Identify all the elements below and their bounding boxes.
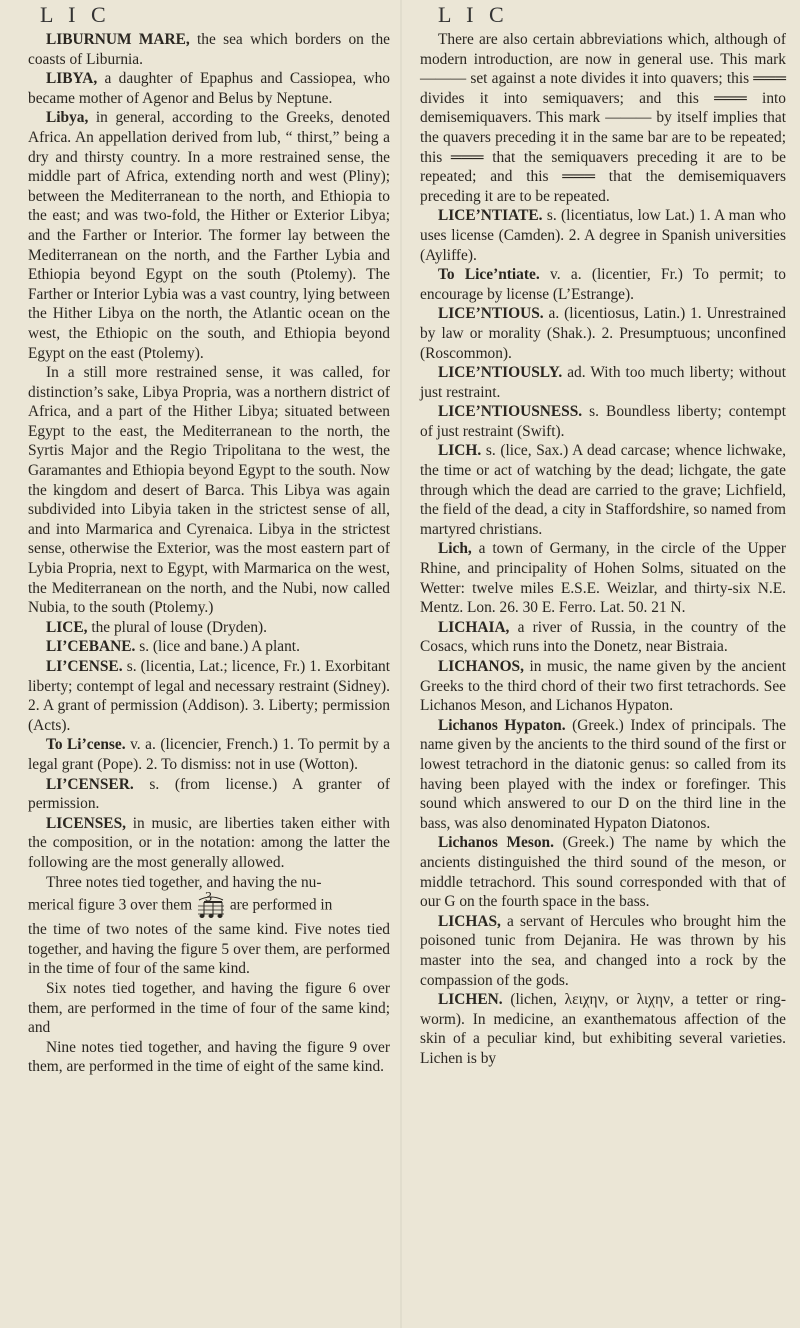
dictionary-entry	[420, 265, 786, 304]
dictionary-entry	[28, 657, 390, 735]
dictionary-entry	[28, 979, 390, 1038]
entry-headword: To Li’cense.	[46, 736, 126, 754]
entry-headword: LICE’NTIATE.	[438, 207, 543, 225]
running-head-right: L I C	[438, 2, 509, 27]
entry-headword: Lichanos Meson.	[438, 834, 554, 852]
triplet-number: 3	[204, 890, 212, 906]
entry-text: Three notes tied together, and having the nu-	[46, 873, 322, 891]
tied-notes-figure-line	[28, 892, 390, 920]
entry-headword: LICE’NTIOUSLY.	[438, 364, 563, 382]
dictionary-entry	[420, 657, 786, 716]
left-entries-after	[28, 920, 390, 1077]
entry-text: (Greek.) The name by which the ancients distinguished the third sound of the meson, or middle tetrachord. This sound corresponded with that of our G on the fourth space in the bass.	[420, 834, 786, 911]
dictionary-entry	[420, 304, 786, 363]
dictionary-entry	[28, 814, 390, 873]
dictionary-entry	[28, 775, 390, 814]
dictionary-entry	[420, 363, 786, 402]
dictionary-entry	[420, 990, 786, 1068]
entry-text: (Greek.) Index of principals. The name given by the ancients to the third sound of the first or lowest tetrachord in the diatonic genus: so called from its having been played with the index or forefinger. This sound which answered to our D on the third line in the bass, was also denominated Hypaton Diatonos.	[420, 716, 786, 832]
entry-headword: LICH.	[438, 442, 482, 460]
entry-text: v. a. (licentier, Fr.) To permit; to encourage by license (L’Estrange).	[420, 266, 786, 303]
dictionary-entry	[420, 206, 786, 265]
dictionary-entry	[28, 735, 390, 774]
gutter	[400, 0, 402, 1328]
entry-text: In a still more restrained sense, it was called, for distinction’s sake, Libya Propria, was a northern district of Africa, and a part of the Hither Libya; situated between Egypt to the east, the Mediterranean to the north, the Syrtis Major and the Regio Tripolitana to the west, the Garamantes and Ethiopia beyond Egypt to the south. Now the kingdom and desert of Barca. This Libya was again subdivided into Libyia taken in the strictest sense of all, and into Marmarica and Cyrenaica. Libya in the strictest sense, otherwise the Exterior, was the most eastern part of Lybia Propria, next to Egypt, with Marmarica on the west, the Mediterranean on the north, and the Nubi, now called Nubia, to the south (Ptolemy.)	[28, 364, 390, 617]
left-column	[28, 30, 390, 1077]
entry-text: (lichen, λειχην, or λιχην, a tetter or ring-worm). In medicine, an exanthematous affection of the skin of a peculiar kind, but exhibiting several varieties. Lichen is by	[420, 991, 786, 1067]
dictionary-entry	[28, 363, 390, 618]
left-entries	[28, 30, 390, 892]
dictionary-entry	[28, 108, 390, 363]
entry-headword: LICHAS,	[438, 912, 501, 930]
entry-headword: To Lice’ntiate.	[438, 266, 540, 284]
entry-text: v. a. (licencier, French.) 1. To permit by a legal grant (Pope). 2. To dismiss: not in use (Wotton).	[28, 736, 391, 773]
entry-text: a river of Russia, in the country of the Cosacs, which runs into the Donetz, near Bistraia.	[420, 618, 786, 656]
entry-headword: LIBYA,	[46, 70, 98, 88]
dictionary-entry	[28, 618, 390, 638]
entry-text: ad. With too much liberty; without just restraint.	[420, 364, 786, 401]
entry-text: There are also certain abbreviations which, although of modern introduction, are now in general use. This mark ——— set against a note divides it into quavers; this ═══ divides it into semiquavers; and this ═══ into demisemiquavers. This mark ——— by itself implies that the quavers preceding it in the same bar are to be repeated; this ═══ that the semiquavers preceding it are to be repeated; and this ═══ that the demisemiquavers preceding it are to be repeated.	[420, 31, 786, 205]
entry-text: s. (from license.) A granter of permission.	[28, 775, 390, 813]
dictionary-entry	[420, 402, 786, 441]
entry-headword: LICHEN.	[438, 991, 503, 1009]
dictionary-entry	[420, 833, 786, 911]
entry-text: in music, the name given by the ancient Greeks to the third chord of their two first tetrachords. See Lichanos Meson, and Lichanos Hypaton.	[420, 658, 786, 715]
dictionary-entry	[420, 441, 786, 539]
entry-headword: LICHANOS,	[438, 658, 524, 675]
dictionary-entry	[28, 1038, 390, 1077]
entry-text: s. (licentia, Lat.; licence, Fr.) 1. Exorbitant liberty; contempt of legal and necessary restraint (Sidney). 2. A grant of permission (Addison). 3. Liberty; permission (Acts).	[28, 658, 390, 734]
entry-text: in music, are liberties taken either with the composition, or in the notation: among the latter the following are the most generally allowed.	[28, 814, 390, 871]
running-head-left: L I C	[40, 2, 111, 27]
entry-headword: LICE’NTIOUS.	[438, 305, 544, 323]
entry-text: a town of Germany, in the circle of the Upper Rhine, and principality of Hohen Solms, situated on the Wetter: twelve miles E.S.E. Weizlar, and thirty-six N.E. Mentz. Lon. 26. 30 E. Ferro. Lat. 50. 21 N.	[420, 540, 786, 617]
entry-text: in general, according to the Greeks, denoted Africa. An appellation derived from lub, “ thirst,” being a dry and thirsty country. In a more restrained sense, the middle part of Africa, extending north and west (Pliny); between the Mediterranean to the north, and Ethiopia to the east; and was two-fold, the Hither or Exterior Libya; and the Farther or Interior. The former lay between the Mediterranean on the north, and the Farther Lybia and Ethiopia beyond Egypt on the south (Ptolemy). The Farther or Interior Lybia was a vast country, lying between the Hither Libya on the north, the Atlantic ocean on the west, the Ethiopic on the south, and Ethiopia beyond Egypt on the east (Ptolemy).	[28, 109, 390, 362]
dictionary-entry	[420, 716, 786, 834]
triplet-notes-figure	[196, 892, 226, 920]
entry-headword: LICENSES,	[46, 814, 126, 832]
entry-headword: LICE’NTIOUSNESS.	[438, 403, 583, 421]
entry-text: the sea which borders on the coasts of Liburnia.	[28, 31, 390, 68]
dictionary-entry	[420, 30, 786, 206]
dictionary-entry	[420, 912, 786, 990]
right-entries	[420, 30, 786, 1068]
figure-line-before: merical figure 3 over them	[28, 896, 193, 914]
entry-text: a servant of Hercules who brought him the poisoned tunic from Dejanira. He was thrown by his master into the sea, and changed into a rock by the compassion of the gods.	[420, 912, 786, 989]
dictionary-entry	[420, 618, 786, 657]
entry-text: the plural of louse (Dryden).	[87, 618, 267, 636]
dictionary-entry	[28, 637, 390, 657]
dictionary-entry	[28, 920, 390, 979]
dictionary-entry	[28, 30, 390, 69]
entry-text: Nine notes tied together, and having the figure 9 over them, are performed in the time of eight of the same kind.	[28, 1038, 390, 1076]
entry-text: a. (licentiosus, Latin.) 1. Unrestrained by law or morality (Shak.). 2. Presumptuous; unconfined (Roscommon).	[420, 305, 786, 362]
entry-headword: Lich,	[438, 540, 472, 558]
entry-headword: LIBURNUM MARE,	[46, 31, 190, 48]
entry-headword: LICE,	[46, 618, 88, 636]
entry-headword: LI’CENSE.	[46, 658, 123, 675]
figure-line-after: are performed in	[229, 896, 333, 914]
entry-text: s. (lice, Sax.) A dead carcase; whence lichwake, the time or act of watching by the dead; lichgate, the gate through which the dead are carried to the grave; Lichfield, the field of the dead, a city in Staffordshire, so named from martyred christians.	[420, 442, 786, 538]
right-column	[420, 30, 786, 1068]
entry-text: the time of two notes of the same kind. Five notes tied together, and having the figure 5 over them, are performed in the time of four of the same kind.	[28, 921, 390, 978]
entry-headword: LICHAIA,	[438, 618, 510, 636]
entry-headword: LI’CENSER.	[46, 775, 134, 793]
entry-headword: LI’CEBANE.	[46, 638, 136, 656]
dictionary-entry	[28, 69, 390, 108]
entry-text: s. (licentiatus, low Lat.) 1. A man who uses license (Camden). 2. A degree in Spanish universities (Ayliffe).	[420, 207, 786, 264]
entry-text: s. Boundless liberty; contempt of just restraint (Swift).	[420, 403, 786, 440]
entry-text: Six notes tied together, and having the figure 6 over them, are performed in the time of four of the same kind; and	[28, 979, 390, 1037]
entry-headword: Lichanos Hypaton.	[438, 716, 566, 734]
entry-text: s. (lice and bane.) A plant.	[135, 638, 300, 656]
entry-headword: Libya,	[46, 109, 89, 127]
entry-text: a daughter of Epaphus and Cassiopea, who became mother of Agenor and Belus by Neptune.	[28, 70, 390, 107]
dictionary-entry	[420, 539, 786, 617]
